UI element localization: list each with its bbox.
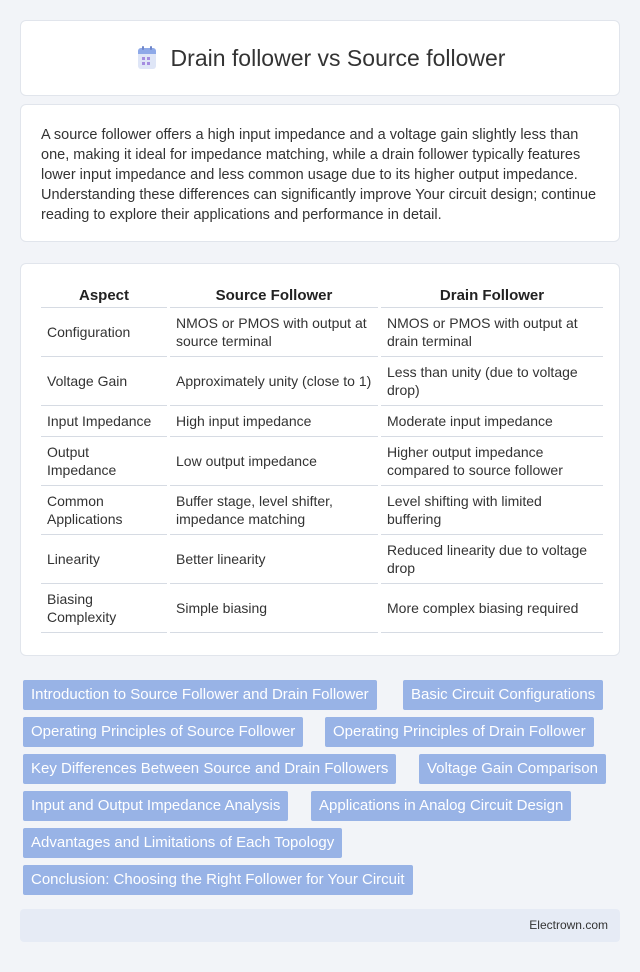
table-cell: Better linearity	[170, 535, 378, 584]
document-icon	[135, 46, 159, 70]
topic-tag[interactable]: Input and Output Impedance Analysis	[23, 791, 288, 821]
table-cell: Simple biasing	[170, 584, 378, 633]
footer-site-name: Electrown.com	[529, 918, 608, 932]
topic-tag[interactable]: Key Differences Between Source and Drain Followers	[23, 754, 396, 784]
comparison-table	[38, 284, 606, 633]
table-cell: Moderate input impedance	[381, 406, 603, 437]
table-row	[41, 406, 603, 437]
table-cell: Input Impedance	[41, 406, 167, 437]
topic-tag[interactable]: Introduction to Source Follower and Drain Follower	[23, 680, 377, 710]
topic-tag[interactable]: Applications in Analog Circuit Design	[311, 791, 571, 821]
table-cell: Reduced linearity due to voltage drop	[381, 535, 603, 584]
intro-text: A source follower offers a high input impedance and a voltage gain slightly less than one, making it ideal for impedance matching, while a drain follower typically features lower input impedance and less common usage due to its higher output impedance. Understanding these differences can significantly improve Your circuit design; continue reading to explore their applications and performance in detail.	[41, 127, 597, 223]
intro-card	[20, 104, 620, 242]
table-cell: NMOS or PMOS with output at drain terminal	[381, 308, 603, 357]
topic-tag[interactable]: Voltage Gain Comparison	[419, 754, 606, 784]
table-header-row	[41, 284, 603, 308]
table-cell: Output Impedance	[41, 437, 167, 486]
table-row	[41, 308, 603, 357]
table-cell: High input impedance	[170, 406, 378, 437]
topic-tag[interactable]: Operating Principles of Source Follower	[23, 717, 303, 747]
table-cell: Level shifting with limited buffering	[381, 486, 603, 535]
table-cell: NMOS or PMOS with output at source terminal	[170, 308, 378, 357]
table-row	[41, 437, 603, 486]
table-cell: Higher output impedance compared to source follower	[381, 437, 603, 486]
table-header-cell: Drain Follower	[381, 284, 603, 308]
table-cell: More complex biasing required	[381, 584, 603, 633]
table-cell: Low output impedance	[170, 437, 378, 486]
table-cell: Voltage Gain	[41, 357, 167, 406]
table-row	[41, 535, 603, 584]
topic-tag[interactable]: Operating Principles of Drain Follower	[325, 717, 594, 747]
comparison-table-card	[20, 263, 620, 656]
topic-tag[interactable]: Basic Circuit Configurations	[403, 680, 603, 710]
page-title: Drain follower vs Source follower	[170, 44, 506, 71]
table-header-cell: Aspect	[41, 284, 167, 308]
table-row	[41, 584, 603, 633]
title-card	[20, 20, 620, 96]
table-cell: Configuration	[41, 308, 167, 357]
table-row	[41, 486, 603, 535]
topic-tag[interactable]: Advantages and Limitations of Each Topology	[23, 828, 342, 858]
footer	[20, 909, 620, 942]
table-cell: Biasing Complexity	[41, 584, 167, 633]
topic-tag[interactable]: Conclusion: Choosing the Right Follower for Your Circuit	[23, 865, 413, 895]
table-cell: Less than unity (due to voltage drop)	[381, 357, 603, 406]
table-cell: Common Applications	[41, 486, 167, 535]
table-cell: Buffer stage, level shifter, impedance matching	[170, 486, 378, 535]
table-cell: Linearity	[41, 535, 167, 584]
table-header-cell: Source Follower	[170, 284, 378, 308]
table-cell: Approximately unity (close to 1)	[170, 357, 378, 406]
table-row	[41, 357, 603, 406]
